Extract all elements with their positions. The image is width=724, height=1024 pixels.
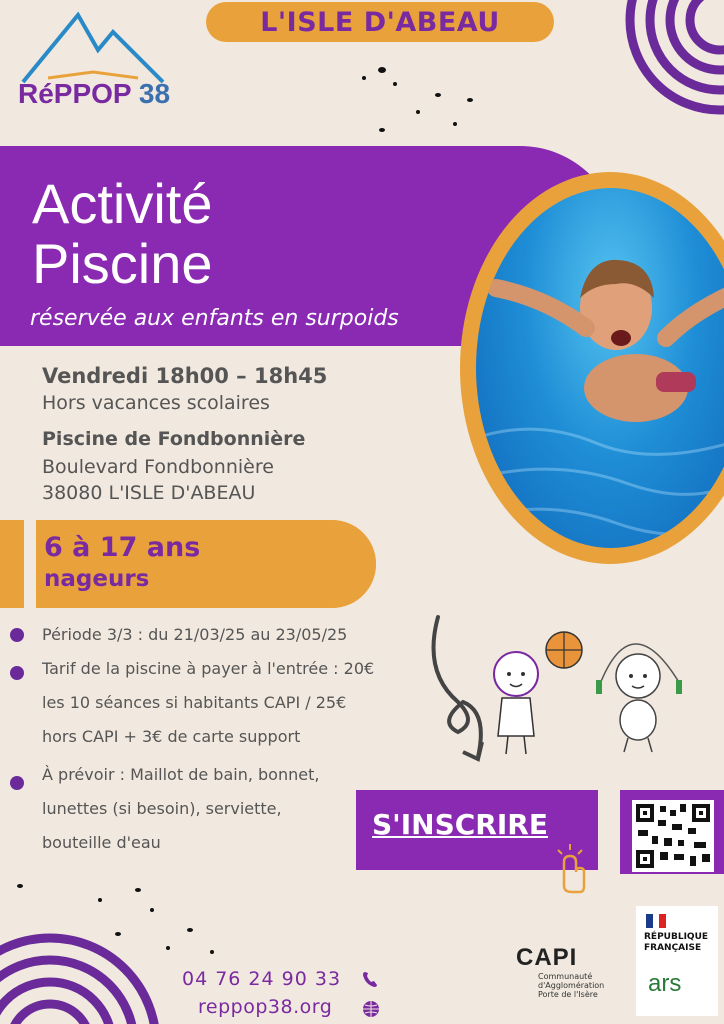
capi-subtitle <box>538 972 604 999</box>
page-title-line2: Piscine <box>32 232 213 295</box>
capi-subtitle-line: d'Agglomération <box>538 981 605 990</box>
location-banner: L'ISLE D'ABEAU <box>206 2 554 42</box>
jump-rope-child-drawing <box>592 614 688 754</box>
page-title-line1: Activité <box>32 172 213 235</box>
age-range: 6 à 17 ans <box>44 532 201 563</box>
venue-city: 38080 L'ISLE D'ABEAU <box>42 482 256 504</box>
ars-logo: ars <box>648 970 682 997</box>
contact-website[interactable]: reppop38.org <box>198 996 333 1018</box>
bullet-period <box>42 618 402 652</box>
globe-icon <box>362 1000 380 1018</box>
bullet-line: bouteille d'eau <box>42 833 161 852</box>
bullet-dot <box>10 666 24 680</box>
venue-street: Boulevard Fondbonnière <box>42 456 274 478</box>
age-band-divider <box>24 520 36 608</box>
reppop-logo: RéPPOP 38 <box>18 78 171 109</box>
schedule-day-time: Vendredi 18h00 – 18h45 <box>42 364 328 388</box>
age-level: nageurs <box>44 566 150 592</box>
capi-logo: CAPI <box>516 944 578 971</box>
bullet-dot <box>10 776 24 790</box>
bullet-line: Tarif de la piscine à payer à l'entrée : 20€ <box>42 659 375 678</box>
capi-subtitle-line: Porte de l'Isère <box>538 990 598 999</box>
capi-subtitle-line: Communauté <box>538 972 593 981</box>
tap-hand-icon <box>552 842 586 894</box>
contact-phone[interactable]: 04 76 24 90 33 <box>182 968 342 990</box>
bullet-line: hors CAPI + 3€ de carte support <box>42 727 301 746</box>
signup-button-label[interactable]: S'INSCRIRE <box>372 808 548 841</box>
bullet-line: À prévoir : Maillot de bain, bonnet, <box>42 765 320 784</box>
page-subtitle: réservée aux enfants en surpoids <box>30 306 399 331</box>
basketball-girl-drawing <box>484 626 588 758</box>
bullet-price <box>42 652 402 754</box>
bullet-line: lunettes (si besoin), serviette, <box>42 799 282 818</box>
republique-line: FRANÇAISE <box>644 943 702 953</box>
republique-line: RÉPUBLIQUE <box>644 932 709 942</box>
venue-name: Piscine de Fondbonnière <box>42 428 306 450</box>
republique-francaise-label <box>644 932 708 954</box>
mountain-logo-icon <box>18 10 168 85</box>
bullet-line: les 10 séances si habitants CAPI / 25€ <box>42 693 347 712</box>
phone-icon <box>362 970 378 988</box>
bullet-dot <box>10 628 24 642</box>
bullet-bring <box>42 758 402 860</box>
qr-code-icon[interactable] <box>632 800 714 872</box>
schedule-note: Hors vacances scolaires <box>42 392 270 414</box>
bullet-line: Période 3/3 : du 21/03/25 au 23/05/25 <box>42 625 348 644</box>
french-flag-icon <box>646 914 666 928</box>
